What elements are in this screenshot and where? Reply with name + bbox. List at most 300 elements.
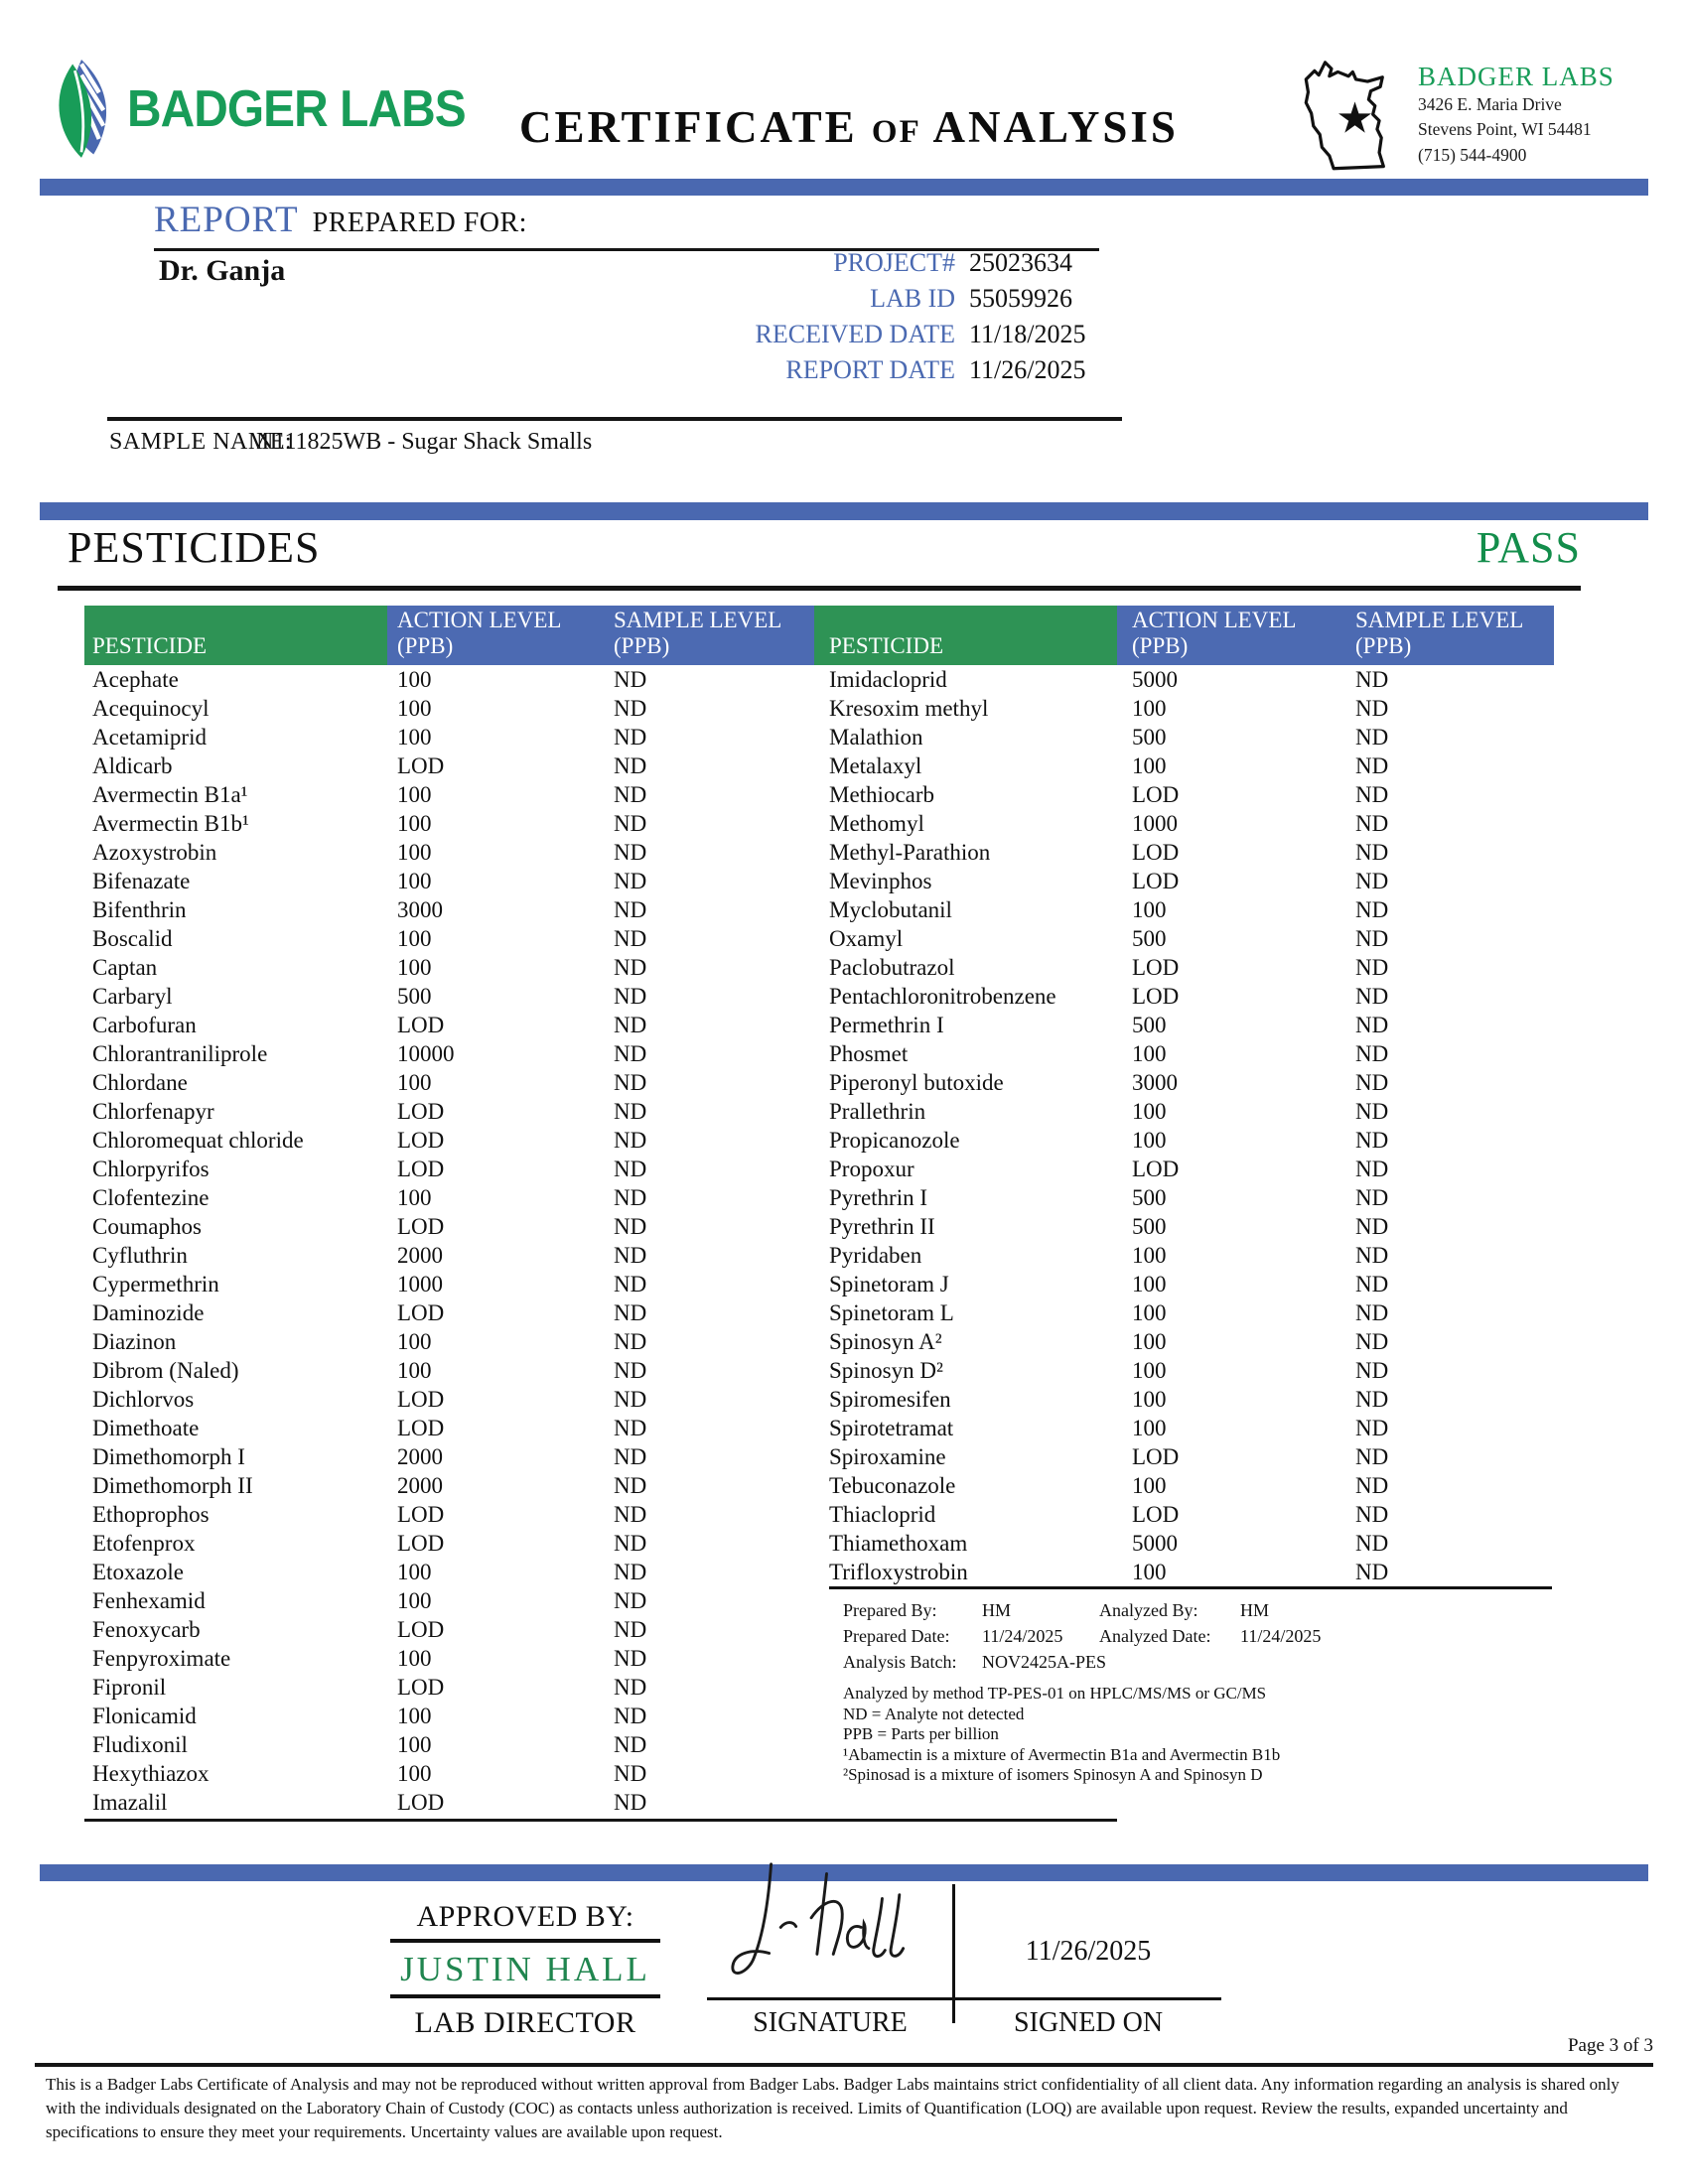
sample-level-value: ND [1355, 1157, 1389, 1181]
pesticide-row [84, 1126, 814, 1155]
action-level-value: LOD [397, 1502, 445, 1527]
sample-level-value: ND [614, 1617, 647, 1642]
report-date-label: REPORT DATE [785, 355, 955, 384]
action-level-value: LOD [1132, 955, 1180, 980]
pesticide-row [84, 1759, 814, 1788]
action-level-value: LOD [397, 1157, 445, 1181]
pesticide-row [84, 953, 814, 982]
logo-wordmark: BADGER LABS [127, 80, 466, 138]
sample-level-value: ND [614, 753, 647, 778]
action-level-value: 100 [1132, 696, 1167, 721]
action-level-value: 100 [397, 696, 432, 721]
pesticide-name: Fipronil [92, 1675, 167, 1700]
pesticide-row [814, 1155, 1554, 1183]
sample-level-value: ND [614, 1214, 647, 1239]
pesticide-name: Phosmet [829, 1041, 909, 1066]
sample-level-value: ND [614, 782, 647, 807]
pesticide-row [84, 1558, 814, 1586]
map-star-icon: ★ [1336, 95, 1374, 143]
action-level-value: LOD [397, 1416, 445, 1440]
analyzed-by-value: HM [1240, 1600, 1270, 1620]
sample-level-value: ND [1355, 1243, 1389, 1268]
header-pesticide-right: PESTICIDE [814, 606, 1117, 665]
sample-level-value: ND [614, 1041, 647, 1066]
header-sample-level-right: SAMPLE LEVEL (PPB) [1340, 606, 1554, 665]
pesticide-name: Chlorfenapyr [92, 1099, 214, 1124]
action-level-value: 100 [397, 811, 432, 836]
lab-name: BADGER LABS [1418, 62, 1615, 91]
analysis-notes [829, 1586, 1552, 1786]
action-level-value: 100 [397, 1732, 432, 1757]
header-pesticide-left: PESTICIDE [84, 606, 387, 665]
pesticides-section-bar [40, 502, 1648, 520]
pesticide-name: Dibrom (Naled) [92, 1358, 239, 1383]
sample-level-value: ND [1355, 1013, 1389, 1037]
action-level-value: 500 [1132, 725, 1167, 750]
pesticide-row [84, 1039, 814, 1068]
pesticide-row [814, 1471, 1554, 1500]
sample-level-value: ND [614, 1128, 647, 1153]
action-level-value: 500 [1132, 1185, 1167, 1210]
sample-level-value: ND [1355, 782, 1389, 807]
action-level-value: LOD [397, 1099, 445, 1124]
client-name: Dr. Ganja [159, 254, 286, 287]
sample-level-value: ND [614, 1070, 647, 1095]
signature-line [707, 1997, 953, 2000]
action-level-value: 2000 [397, 1444, 443, 1469]
pesticide-row [814, 665, 1554, 694]
pesticide-row [814, 1241, 1554, 1270]
action-level-value: LOD [397, 1128, 445, 1153]
sample-level-value: ND [614, 869, 647, 893]
sample-level-value: ND [1355, 811, 1389, 836]
sample-level-value: ND [1355, 955, 1389, 980]
pesticide-row [814, 1385, 1554, 1414]
header-action-level-right: ACTION LEVEL (PPB) [1117, 606, 1340, 665]
pesticide-name: Clofentezine [92, 1185, 210, 1210]
action-level-value: 1000 [397, 1272, 443, 1297]
action-level-value: 100 [397, 1358, 432, 1383]
sample-level-value: ND [614, 1444, 647, 1469]
sample-level-value: ND [614, 1300, 647, 1325]
sample-level-value: ND [1355, 1329, 1389, 1354]
action-level-value: 100 [1132, 897, 1167, 922]
footer-disclaimer: This is a Badger Labs Certificate of Analysis and may not be reproduced without written approval from Badger Labs. Badger Labs maintains strict confidentiality of all client data. Any information regarding an analysis is shared only with the individuals designated on the Laboratory Chain of Custody (COC) as contacts unless authorization is received. Limits of Quantification (LOQ) are available upon request. Review the results, expanded uncertainty and specifications to ensure they meet your requirements. Uncertainty values are available upon request. [46, 2075, 1619, 2142]
pesticide-name: Bifenazate [92, 869, 191, 893]
sample-level-value: ND [1355, 1416, 1389, 1440]
pesticide-name: Carbaryl [92, 984, 173, 1009]
footer-line [35, 2063, 1653, 2067]
pesticide-name: Spinetoram J [829, 1272, 949, 1297]
pesticide-row [814, 1500, 1554, 1529]
sample-level-value: ND [614, 1272, 647, 1297]
action-level-value: 100 [397, 782, 432, 807]
pesticide-row [84, 1097, 814, 1126]
pesticide-row [814, 1126, 1554, 1155]
sample-level-value: ND [1355, 840, 1389, 865]
pesticide-row [84, 1270, 814, 1298]
sample-level-value: ND [1355, 1560, 1389, 1584]
pesticide-row [84, 694, 814, 723]
action-level-value: LOD [1132, 782, 1180, 807]
sample-level-value: ND [1355, 869, 1389, 893]
action-level-value: 2000 [397, 1243, 443, 1268]
pesticide-row [84, 982, 814, 1011]
pesticide-name: Metalaxyl [829, 753, 922, 778]
pesticide-name: Chlordane [92, 1070, 188, 1095]
pesticide-name: Spirotetramat [829, 1416, 954, 1440]
analyzed-by-label: Analyzed By: [1099, 1600, 1198, 1620]
page-number: Page 3 of 3 [1567, 2035, 1653, 2056]
lab-id-label: LAB ID [870, 284, 955, 313]
pesticide-row [814, 809, 1554, 838]
pesticide-name: Acephate [92, 667, 179, 692]
method-note-line: Analyzed by method TP-PES-01 on HPLC/MS/MS or GC/MS [843, 1684, 1267, 1703]
sample-level-value: ND [1355, 984, 1389, 1009]
sample-level-value: ND [614, 1646, 647, 1671]
pesticide-row [84, 723, 814, 751]
prepared-by-value: HM [982, 1600, 1012, 1620]
sample-level-value: ND [614, 1416, 647, 1440]
sample-level-value: ND [614, 811, 647, 836]
approved-by-line [390, 1939, 660, 1943]
sample-level-value: ND [1355, 1300, 1389, 1325]
pesticide-name: Pyrethrin II [829, 1214, 935, 1239]
pesticide-name: Prallethrin [829, 1099, 926, 1124]
action-level-value: 3000 [397, 897, 443, 922]
sample-level-value: ND [1355, 696, 1389, 721]
lab-address [1418, 62, 1615, 168]
action-level-value: 100 [397, 725, 432, 750]
pesticide-row [84, 1702, 814, 1730]
sample-divider-line [107, 417, 1122, 421]
action-level-value: 100 [397, 955, 432, 980]
sample-name-value: N111825WB - Sugar Shack Smalls [256, 429, 593, 455]
pesticide-row [84, 1500, 814, 1529]
method-note-line: ¹Abamectin is a mixture of Avermectin B1a and Avermectin B1b [843, 1744, 1281, 1764]
sample-level-value: ND [1355, 1272, 1389, 1297]
analysis-batch-value: NOV2425A-PES [982, 1652, 1107, 1672]
pesticide-name: Etoxazole [92, 1560, 184, 1584]
pesticide-row [84, 1673, 814, 1702]
sample-level-value: ND [614, 1473, 647, 1498]
sample-level-value: ND [614, 1157, 647, 1181]
action-level-value: 5000 [1132, 1531, 1178, 1556]
pesticide-name: Dimethoate [92, 1416, 200, 1440]
action-level-value: 100 [1132, 1358, 1167, 1383]
action-level-value: 100 [397, 1646, 432, 1671]
pesticide-row [814, 953, 1554, 982]
action-level-value: 100 [1132, 1473, 1167, 1498]
pesticide-row [814, 1529, 1554, 1558]
report-date-value: 11/26/2025 [969, 355, 1086, 384]
pesticides-section-title: PESTICIDES [68, 523, 321, 572]
pesticide-row [84, 924, 814, 953]
pesticide-row [814, 1356, 1554, 1385]
pesticides-table-header [84, 606, 1554, 665]
pesticide-name: Propicanozole [829, 1128, 960, 1153]
pesticide-name: Spiroxamine [829, 1444, 946, 1469]
signed-on-date: 11/26/2025 [1025, 1936, 1152, 1967]
pesticide-name: Bifenthrin [92, 897, 187, 922]
pesticide-name: Dichlorvos [92, 1387, 195, 1412]
action-level-value: 100 [397, 1560, 432, 1584]
method-note-line: ²Spinosad is a mixture of isomers Spinosyn A and Spinosyn D [843, 1765, 1263, 1784]
pesticide-name: Daminozide [92, 1300, 205, 1325]
prepared-analyzed-date-row [843, 1623, 1552, 1649]
approver-title: LAB DIRECTOR [414, 2006, 636, 2039]
action-level-value: LOD [397, 1214, 445, 1239]
sample-level-value: ND [614, 1732, 647, 1757]
pesticide-row [84, 1730, 814, 1759]
certificate-title: CERTIFICATE OF ANALYSIS [519, 102, 1179, 152]
sample-level-value: ND [1355, 897, 1389, 922]
pesticide-row [84, 1788, 814, 1817]
pesticide-name: Hexythiazox [92, 1761, 210, 1786]
pesticide-row [84, 780, 814, 809]
sample-level-value: ND [1355, 725, 1389, 750]
pesticide-row [84, 1414, 814, 1442]
sample-level-value: ND [614, 1099, 647, 1124]
action-level-value: 2000 [397, 1473, 443, 1498]
action-level-value: 1000 [1132, 811, 1178, 836]
action-level-value: 100 [1132, 1128, 1167, 1153]
action-level-value: 500 [1132, 926, 1167, 951]
action-level-value: 100 [397, 1329, 432, 1354]
action-level-value: 100 [397, 840, 432, 865]
action-level-value: 100 [1132, 753, 1167, 778]
pesticide-row [814, 1298, 1554, 1327]
sample-level-value: ND [614, 1560, 647, 1584]
method-note-line: PPB = Parts per billion [843, 1724, 999, 1743]
action-level-value: 3000 [1132, 1070, 1178, 1095]
pesticide-name: Trifloxystrobin [829, 1560, 968, 1584]
header-action-level-left: ACTION LEVEL (PPB) [387, 606, 601, 665]
sample-level-value: ND [1355, 1214, 1389, 1239]
prepared-date-label: Prepared Date: [843, 1626, 950, 1646]
sample-level-value: ND [614, 926, 647, 951]
sample-level-value: ND [614, 955, 647, 980]
sample-level-value: ND [614, 1790, 647, 1815]
pesticide-name: Cyfluthrin [92, 1243, 188, 1268]
pass-status: PASS [1476, 523, 1581, 572]
action-level-value: 10000 [397, 1041, 455, 1066]
sample-name-label: SAMPLE NAME: [109, 429, 293, 455]
lab-id-row [596, 284, 1104, 320]
pesticide-row [84, 665, 814, 694]
sample-level-value: ND [614, 897, 647, 922]
received-date-row [596, 320, 1104, 355]
sample-level-value: ND [614, 1387, 647, 1412]
action-level-value: LOD [1132, 1157, 1180, 1181]
pesticide-name: Fenoxycarb [92, 1617, 201, 1642]
pesticide-row [814, 694, 1554, 723]
sample-level-value: ND [1355, 926, 1389, 951]
pesticide-name: Cypermethrin [92, 1272, 219, 1297]
pesticide-name: Azoxystrobin [92, 840, 217, 865]
sample-level-value: ND [614, 1243, 647, 1268]
action-level-value: LOD [397, 1675, 445, 1700]
action-level-value: 100 [397, 1185, 432, 1210]
pesticide-name: Chlorpyrifos [92, 1157, 210, 1181]
pesticide-row [814, 751, 1554, 780]
pesticide-name: Acetamiprid [92, 725, 207, 750]
sample-level-value: ND [614, 1502, 647, 1527]
action-level-value: 100 [1132, 1560, 1167, 1584]
pesticide-name: Malathion [829, 725, 923, 750]
sample-level-value: ND [614, 984, 647, 1009]
pesticide-name: Avermectin B1a¹ [92, 782, 248, 807]
analysis-batch-label: Analysis Batch: [843, 1652, 957, 1672]
sample-level-value: ND [1355, 1531, 1389, 1556]
pesticides-table [84, 606, 1554, 1815]
approved-by-label: APPROVED BY: [416, 1900, 634, 1933]
pesticide-row [84, 1011, 814, 1039]
action-level-value: LOD [1132, 869, 1180, 893]
pesticide-row [84, 1471, 814, 1500]
pesticide-name: Spinetoram L [829, 1300, 954, 1325]
sample-level-value: ND [614, 725, 647, 750]
pesticide-row [84, 1644, 814, 1673]
pesticide-row [814, 1011, 1554, 1039]
pesticide-row [84, 1212, 814, 1241]
pesticides-right-column [814, 665, 1554, 1586]
pesticide-name: Carbofuran [92, 1013, 197, 1037]
pesticides-title-underline [58, 586, 1581, 591]
pesticide-row [84, 1529, 814, 1558]
pesticide-name: Boscalid [92, 926, 173, 951]
header-divider-bar [40, 179, 1648, 196]
pesticide-row [814, 1442, 1554, 1471]
pesticide-row [84, 1241, 814, 1270]
action-level-value: LOD [397, 1387, 445, 1412]
report-date-row [596, 355, 1104, 391]
pesticide-name: Captan [92, 955, 158, 980]
sample-level-value: ND [1355, 1041, 1389, 1066]
leaf-logo-icon [46, 60, 117, 159]
action-level-value: 500 [397, 984, 432, 1009]
sample-level-value: ND [614, 696, 647, 721]
sample-level-value: ND [614, 1329, 647, 1354]
signature-image [710, 1858, 943, 1992]
sample-level-value: ND [1355, 1185, 1389, 1210]
action-level-value: LOD [397, 1617, 445, 1642]
pesticide-name: Fenpyroximate [92, 1646, 231, 1671]
sample-level-value: ND [1355, 1358, 1389, 1383]
pesticide-name: Spiromesifen [829, 1387, 951, 1412]
sample-level-value: ND [614, 1013, 647, 1037]
action-level-value: 100 [1132, 1243, 1167, 1268]
pesticide-name: Flonicamid [92, 1704, 197, 1728]
action-level-value: 100 [1132, 1329, 1167, 1354]
pesticides-left-column [84, 665, 814, 1817]
approval-block [390, 1900, 660, 2040]
pesticide-row [84, 809, 814, 838]
sample-level-value: ND [614, 1531, 647, 1556]
report-fields [596, 248, 1104, 391]
pesticide-name: Fludixonil [92, 1732, 188, 1757]
pesticide-row [84, 867, 814, 895]
pesticide-name: Pyrethrin I [829, 1185, 928, 1210]
badger-labs-logo [46, 60, 494, 159]
pesticide-row [814, 780, 1554, 809]
pesticide-name: Chloromequat chloride [92, 1128, 304, 1153]
sample-level-value: ND [1355, 1070, 1389, 1095]
pesticide-name: Chlorantraniliprole [92, 1041, 268, 1066]
action-level-value: 100 [397, 926, 432, 951]
pesticide-row [84, 1442, 814, 1471]
pesticide-row [814, 723, 1554, 751]
sample-level-value: ND [614, 1588, 647, 1613]
sample-level-value: ND [1355, 1444, 1389, 1469]
header-sample-level-left: SAMPLE LEVEL (PPB) [601, 606, 814, 665]
sample-level-value: ND [1355, 1473, 1389, 1498]
pesticide-name: Thiacloprid [829, 1502, 936, 1527]
pesticide-name: Methiocarb [829, 782, 935, 807]
project-number-label: PROJECT# [833, 248, 955, 277]
pesticide-row [814, 867, 1554, 895]
action-level-value: 5000 [1132, 667, 1178, 692]
pesticide-row [814, 1039, 1554, 1068]
pesticide-name: Ethoprophos [92, 1502, 210, 1527]
sample-level-value: ND [614, 1675, 647, 1700]
pesticide-name: Coumaphos [92, 1214, 202, 1239]
pesticide-row [814, 1414, 1554, 1442]
signed-on-line [955, 1997, 1221, 2000]
sample-level-value: ND [614, 1358, 647, 1383]
action-level-value: 500 [1132, 1214, 1167, 1239]
prepared-date-value: 11/24/2025 [982, 1626, 1063, 1646]
pesticide-row [84, 838, 814, 867]
pesticide-row [814, 924, 1554, 953]
action-level-value: 100 [1132, 1300, 1167, 1325]
pesticide-name: Imidacloprid [829, 667, 947, 692]
pesticide-name: Kresoxim methyl [829, 696, 989, 721]
lab-id-value: 55059926 [969, 284, 1072, 313]
pesticide-row [814, 1558, 1554, 1586]
pesticide-name: Piperonyl butoxide [829, 1070, 1004, 1095]
signed-on-label: SIGNED ON [1013, 2007, 1164, 2038]
method-notes [843, 1684, 1552, 1786]
pesticide-name: Propoxur [829, 1157, 914, 1181]
report-prepared-for-heading: REPORT PREPARED FOR: [154, 200, 527, 240]
project-number-value: 25023634 [969, 248, 1072, 277]
table-bottom-line [84, 1819, 1117, 1822]
action-level-value: 100 [1132, 1041, 1167, 1066]
pesticide-name: Dimethomorph II [92, 1473, 253, 1498]
pesticide-name: Myclobutanil [829, 897, 952, 922]
action-level-value: 500 [1132, 1013, 1167, 1037]
pesticide-name: Thiamethoxam [829, 1531, 968, 1556]
signature-label: SIGNATURE [753, 2007, 908, 2038]
pesticide-row [84, 1615, 814, 1644]
pesticide-name: Methyl-Parathion [829, 840, 991, 865]
sample-level-value: ND [1355, 1099, 1389, 1124]
pesticide-name: Pentachloronitrobenzene [829, 984, 1056, 1009]
action-level-value: 100 [397, 1588, 432, 1613]
pesticide-name: Permethrin I [829, 1013, 944, 1037]
action-level-value: 100 [1132, 1416, 1167, 1440]
action-level-value: LOD [397, 1790, 445, 1815]
pesticide-name: Dimethomorph I [92, 1444, 245, 1469]
pesticide-name: Methomyl [829, 811, 924, 836]
pesticide-name: Spinosyn A² [829, 1329, 942, 1354]
pesticide-name: Diazinon [92, 1329, 177, 1354]
pesticide-name: Imazalil [92, 1790, 168, 1815]
pesticide-name: Avermectin B1b¹ [92, 811, 249, 836]
sample-level-value: ND [614, 667, 647, 692]
approver-name: JUSTIN HALL [400, 1950, 650, 1988]
